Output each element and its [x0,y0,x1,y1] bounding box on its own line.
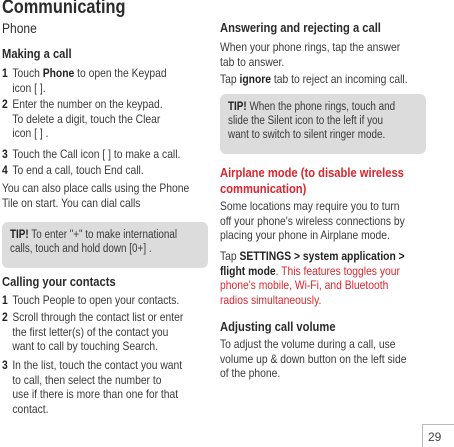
step-text: icon [ ] . [12,126,49,140]
paragraph-line: placing your phone in Airplane mode. [220,228,390,242]
step-text: the first letter(s) of the contact you [12,324,169,339]
step-text: to open the Keypad [74,66,167,80]
tip-label: TIP! [228,101,247,113]
tip-line: calls, touch and hold down [0+] . [10,243,152,255]
step-text: Scroll through the contact list or enter [12,310,184,324]
making-call-heading: Making a call [2,46,72,61]
page-subtitle: Phone [2,20,37,36]
step-text: contact. [12,401,49,416]
ignore-label: ignore [239,72,272,86]
step-text: Touch [12,66,43,80]
phone-label: Phone [42,66,75,80]
step-text: to call, then select the number to [12,372,162,387]
paragraph-line: When your phone rings, tap the answer [220,40,401,54]
paragraph-line: of the phone. [220,366,281,380]
contacts-step-3 [2,358,182,416]
tip-line: slide the Silent icon to the left if you [228,115,384,127]
airplane-paragraph-2 [220,249,405,307]
step-text: In the list, touch the contact you want [12,358,183,372]
settings-path: SETTINGS > system application > [239,249,405,263]
volume-heading: Adjusting call volume [220,319,336,334]
tip-line: want to switch to silent ringer mode. [228,129,386,141]
step-number: 2 [2,310,8,324]
page-number: 29 [428,430,442,444]
answering-paragraph-2 [220,72,408,87]
making-call-step-3 [2,147,180,162]
making-call-step-1 [2,66,167,95]
paragraph-line: To adjust the volume during a call, use [220,337,396,351]
paragraph-line: Tile on start. You can dial calls [2,195,141,210]
step-text: use if there is more than one for that [12,387,179,401]
flight-mode-label: flight mode [220,263,276,278]
step-text: To delete a digit, touch the Clear [12,111,161,126]
tip-line: When the phone rings, touch and [246,101,396,113]
tip-box-silent [220,94,426,154]
step-number: 4 [2,163,8,177]
airplane-paragraph-1 [220,199,405,243]
making-call-extra [2,181,189,210]
tip-text [228,100,395,142]
step-number: 2 [2,97,8,111]
step-number: 3 [2,358,8,372]
step-text: Touch People to open your contacts. [12,293,180,307]
step-text: want to call by touching Search. [12,339,159,353]
making-call-step-4 [2,163,144,178]
paragraph-text: Tap [220,72,240,86]
paragraph-line: Some locations may require you to turn [220,199,400,213]
making-call-step-2 [2,97,163,141]
tip-text [10,228,177,256]
paragraph-line: tab to answer. [220,54,285,69]
tip-label: TIP! [10,229,29,241]
contacts-step-2 [2,310,183,354]
tip-line: To enter "+" to make international [28,229,178,241]
heading-line: Airplane mode (to disable wireless [220,165,404,180]
step-text: Enter the number on the keypad. [12,97,163,111]
paragraph-line: off your phone's wireless connections by [220,213,405,228]
paragraph-line: volume up & down button on the left side [220,351,407,366]
airplane-heading [220,165,404,197]
step-text: To end a call, touch End call. [12,163,144,177]
answering-paragraph-1 [220,40,400,69]
paragraph-line: You can also place calls using the Phone [2,181,190,195]
paragraph-text: Tap [220,249,240,263]
heading-line: communication) [220,181,307,196]
contacts-heading: Calling your contacts [2,274,116,289]
answering-heading: Answering and rejecting a call [220,20,381,35]
step-number: 1 [2,293,8,307]
step-number: 1 [2,66,8,80]
step-text: Touch the Call icon [ ] to make a call. [12,147,181,161]
paragraph-text: tab to reject an incoming call. [271,72,408,86]
contacts-step-1 [2,293,179,308]
paragraph-text: . This features toggles your [275,263,400,278]
volume-paragraph [220,337,406,381]
step-text: icon [ ]. [12,80,46,95]
page-title: Communicating [2,0,126,18]
step-number: 3 [2,147,8,161]
tip-box-international [2,222,208,268]
paragraph-line: phone's mobile, Wi-Fi, and Bluetooth [220,278,389,292]
paragraph-line: radios simultaneously. [220,292,322,307]
